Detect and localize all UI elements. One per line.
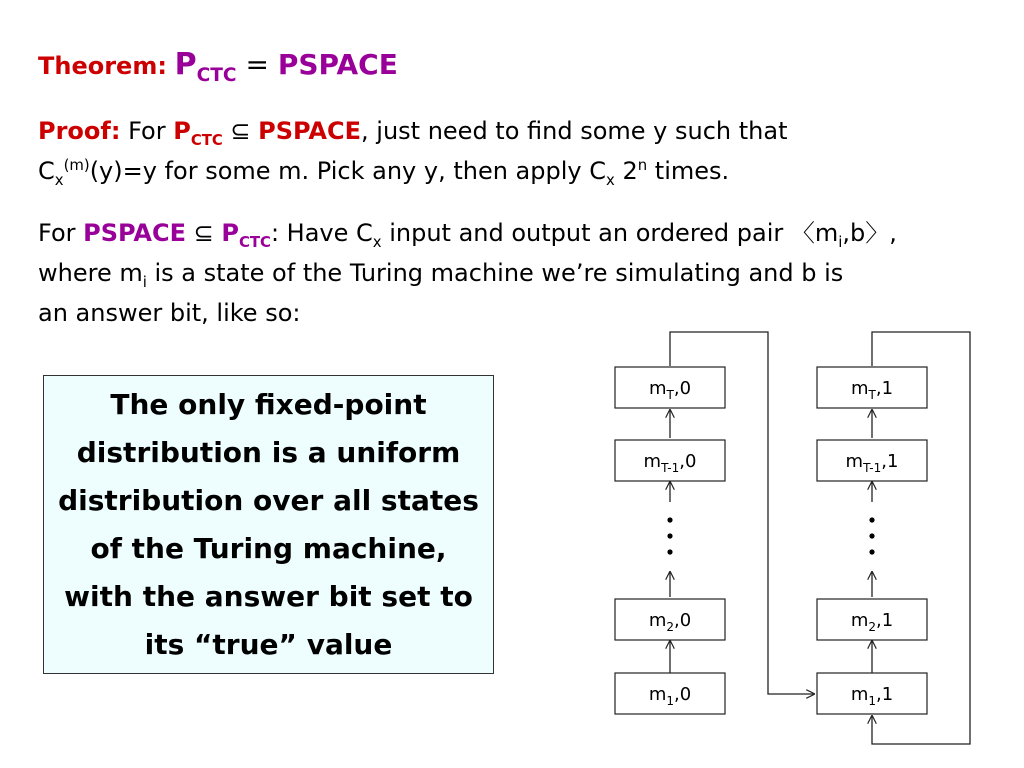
proof-label: Proof: [38, 117, 121, 145]
callout-line-1: The only fixed-point [110, 387, 427, 421]
callout-line-6: its “true” value [144, 627, 393, 661]
svg-text:m2,0: $m_2,0$ [648, 610, 692, 634]
para2-i-sub: i [838, 232, 843, 251]
state-box-right-T [817, 367, 927, 408]
proof-rest1: , just need to find some y such that [361, 117, 788, 145]
para2-for: For [38, 219, 84, 247]
state-box-right-2 [817, 599, 927, 640]
state-box-left-T-1 [615, 440, 725, 481]
proof-x-sub: x [54, 170, 64, 189]
para2-pspace: PSPACE [83, 219, 186, 247]
para2-rest1: input and output an ordered pair 〈m [381, 219, 839, 247]
svg-text:mT-1,0: $m_{T-1},0$ [643, 451, 697, 475]
theorem-pspace: PSPACE [277, 48, 398, 81]
proof-for: For [120, 117, 174, 145]
callout-line-2: distribution is a uniform [76, 435, 461, 469]
theorem-ctc: CTC [196, 65, 237, 86]
svg-text:m1,0: $m_1,0$ [648, 684, 692, 708]
proof-times: times. [647, 157, 730, 185]
state-box-left-1 [615, 673, 725, 714]
state-box-left-2 [615, 599, 725, 640]
svg-text:mT,1: $m_T,1$ [850, 378, 894, 402]
proof-x-sub2: x [606, 170, 615, 189]
para2-rest2: is a state of the Turing machine we’re simulating and b is [146, 259, 844, 287]
theorem-p: P [174, 47, 197, 82]
proof-p: P [173, 117, 191, 145]
para2-p: P [221, 219, 239, 247]
proof-two: 2 [614, 157, 638, 185]
theorem-label: Theorem: [38, 52, 167, 80]
svg-text:m2,1: $m_2,1$ [850, 610, 894, 634]
proof-m-sup: (m) [63, 156, 90, 174]
svg-text:mT,0: $m_T,0$ [648, 378, 692, 402]
para2-where: where m [38, 259, 143, 287]
ellipsis-left [667, 517, 672, 554]
state-box-right-T-1 [817, 440, 927, 481]
callout-line-4: of the Turing machine, [90, 531, 447, 565]
svg-text:mT-1,1: $m_{T-1},1$ [845, 451, 899, 475]
para2-colon-have: : Have C [270, 219, 373, 247]
ellipsis-right [869, 517, 874, 554]
para2-ctc: CTC [238, 232, 271, 251]
proof-ctc: CTC [190, 130, 223, 149]
theorem-equals: = [236, 48, 278, 81]
para2-x-sub: x [372, 232, 382, 251]
para2-pair-end: ,b〉, [842, 219, 897, 247]
proof-rest2: (y)=y for some m. Pick any y, then apply C [89, 157, 606, 185]
para2-i-sub2: i [142, 272, 147, 291]
svg-text:m1,1: $m_1,1$ [850, 684, 894, 708]
proof-subset: ⊆ [222, 117, 259, 145]
callout-line-3: distribution over all states [58, 483, 479, 517]
callout-line-5: with the answer bit set to [64, 579, 473, 613]
state-box-left-T [615, 367, 725, 408]
para2-line3: an answer bit, like so: [38, 299, 301, 327]
para2-subset: ⊆ [185, 219, 222, 247]
state-box-right-1 [817, 673, 927, 714]
proof-n-sup: n [637, 156, 648, 174]
proof-c: C [38, 157, 55, 185]
proof-pspace: PSPACE [258, 117, 362, 145]
